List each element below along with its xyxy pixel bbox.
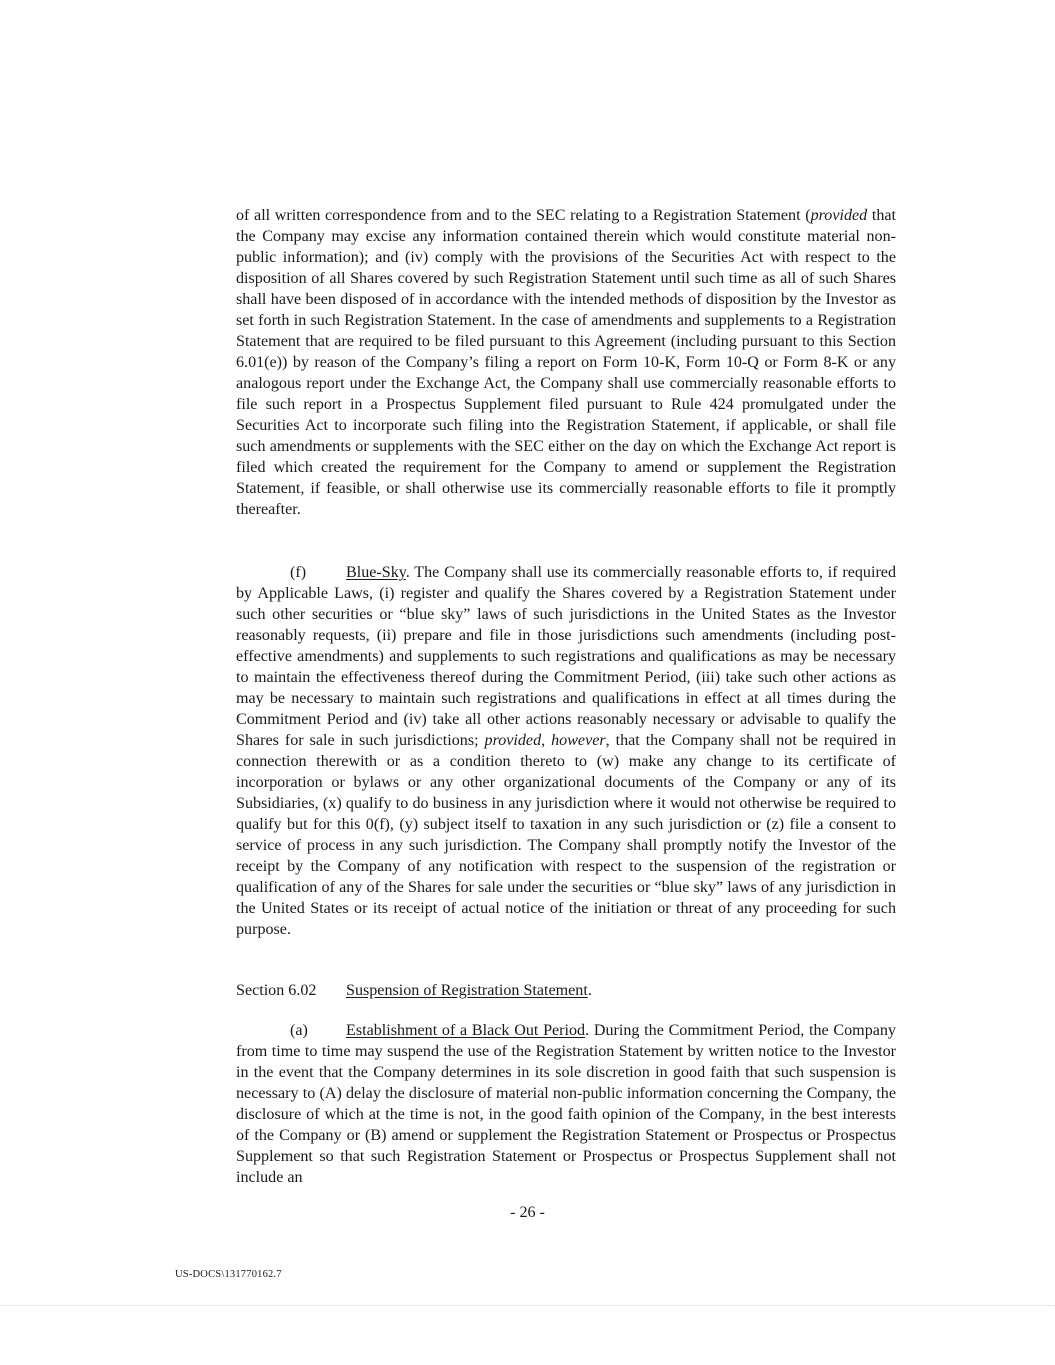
section-period: .	[587, 982, 592, 999]
para-f-label: (f)	[290, 564, 307, 581]
document-id: US-DOCS\131770162.7	[175, 1269, 282, 1280]
para-f-text-1: . The Company shall use its commercially reasonable efforts to, if required by Applicable Laws, (i) register and qualify the Shares covered by a Registration Statement under such other securities or “blue sky” laws of such jurisdictions in the United States as the Investor reasonably requests, (ii) prepare and file in those jurisdictions such amendments (including post-effective amendments) and supplements to such registrations and qualifications as may be necessary to maintain the effectiveness thereof during the Commitment Period, (iii) take such other actions as may be necessary to maintain such registrations and qualifications in effect at all times during the Commitment Period and (iv) take all other actions reasonably necessary or advisable to qualify the Shares for sale in such jurisdictions;	[236, 564, 896, 749]
section-6-02-heading	[236, 980, 896, 1001]
para-f-provided-however: provided, however	[484, 732, 606, 749]
paragraph-e-continuation	[236, 205, 896, 520]
section-title: Suspension of Registration Statement	[346, 982, 588, 999]
para-e-text-1: of all written correspondence from and to the SEC relating to a Registration Statement (	[236, 207, 811, 224]
para-e-provided: provided	[810, 207, 868, 224]
paragraph-a-black-out	[236, 1020, 896, 1188]
page-bottom-edge	[0, 1305, 1055, 1306]
paragraph-f-blue-sky	[236, 562, 896, 940]
page-number: - 26 -	[510, 1204, 545, 1221]
para-e-text-2: that the Company may excise any information contained therein which would constitute material non-public information); and (iv) comply with the provisions of the Securities Act with respect to the disposition of all Shares covered by such Registration Statement until such time as all of such Shares shall have been disposed of in accordance with the intended methods of disposition by the Investor as set forth in such Registration Statement. In the case of amendments and supplements to a Registration Statement that are required to be filed pursuant to this Agreement (including pursuant to this Section 6.01(e)) by reason of the Company’s filing a report on Form 10-K, Form 10-Q or Form 8-K or any analogous report under the Exchange Act, the Company shall use commercially reasonable efforts to file such report in a Prospectus Supplement filed pursuant to Rule 424 promulgated under the Securities Act to incorporate such filing into the Registration Statement, if applicable, or shall file such amendments or supplements with the SEC either on the day on which the Exchange Act report is filed which created the requirement for the Company to amend or supplement the Registration Statement, if feasible, or shall otherwise use its commercially reasonable efforts to file it promptly thereafter.	[236, 207, 897, 518]
para-f-heading: Blue-Sky	[346, 564, 406, 581]
para-a-heading: Establishment of a Black Out Period	[346, 1022, 586, 1039]
section-label: Section 6.02	[236, 982, 317, 999]
para-f-text-2: , that the Company shall not be required in connection therewith or as a condition thereto to (w) make any change to its certificate of incorporation or bylaws or any other organizational documents of the Company or any of its Subsidiaries, (x) qualify to do business in any jurisdiction where it would not otherwise be required to qualify but for this 0(f), (y) subject itself to taxation in any such jurisdiction or (z) file a consent to service of process in any such jurisdiction. The Company shall promptly notify the Investor of the receipt by the Company of any notification with respect to the suspension of the registration or qualification of any of the Shares for sale under the securities or “blue sky” laws of any jurisdiction in the United States or its receipt of actual notice of the initiation or threat of any proceeding for such purpose.	[236, 732, 896, 938]
para-a-text: . During the Commitment Period, the Company from time to time may suspend the use of the Registration Statement by written notice to the Investor in the event that the Company determines in its sole discretion in good faith that such suspension is necessary to (A) delay the disclosure of material non-public information concerning the Company, the disclosure of which at the time is not, in the good faith opinion of the Company, in the best interests of the Company or (B) amend or supplement the Registration Statement or Prospectus or Prospectus Supplement so that such Registration Statement or Prospectus or Prospectus Supplement shall not include an	[236, 1022, 896, 1186]
para-a-label: (a)	[290, 1022, 308, 1039]
